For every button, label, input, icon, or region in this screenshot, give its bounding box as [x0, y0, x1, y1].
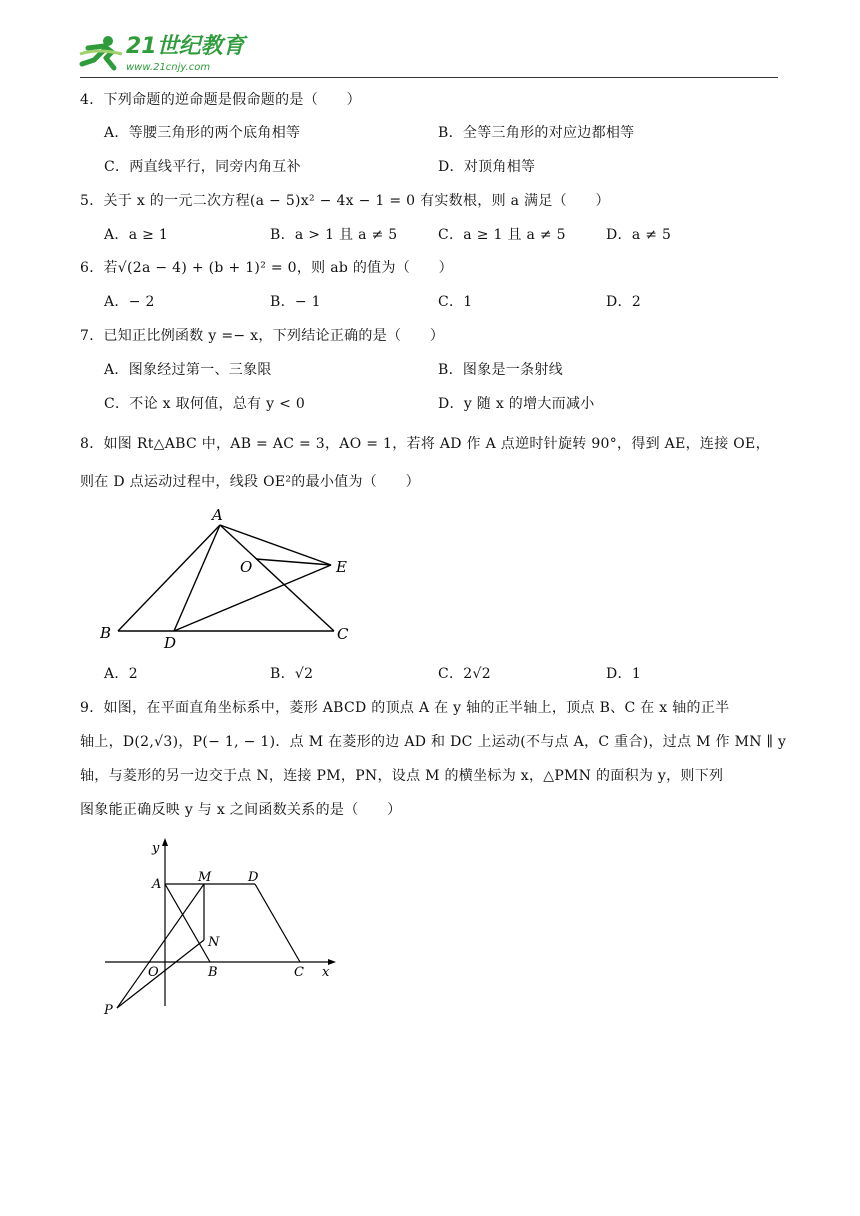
q8-label-d: D	[164, 634, 177, 652]
q7-option-d: D．y 随 x 的增大而减小	[438, 396, 595, 412]
q6-stem: 6．若√(2a − 4) + (b + 1)² = 0，则 ab 的值为（ ）	[80, 260, 453, 276]
q9-label-y: y	[152, 841, 160, 856]
q8-triangle-figure	[96, 500, 366, 652]
q8-option-c: C．2√2	[438, 666, 491, 682]
q5-stem: 5．关于 x 的一元二次方程(a − 5)x² − 4x − 1 = 0 有实数根，则 a 满足（ ）	[80, 193, 610, 209]
q9-label-a: A	[152, 877, 162, 892]
q8-label-o: O	[240, 558, 253, 576]
header-divider	[80, 77, 778, 78]
q9-label-x: x	[322, 965, 330, 980]
q9-label-b: B	[208, 965, 218, 980]
logo-sub-text: www.21cnjy.com	[126, 62, 211, 73]
q5-option-c: C．a ≥ 1 且 a ≠ 5	[438, 227, 566, 243]
q6-option-d: D．2	[606, 294, 642, 310]
q4-stem: 4．下列命题的逆命题是假命题的是（ ）	[80, 92, 361, 108]
q7-option-c: C．不论 x 取何值，总有 y < 0	[104, 396, 306, 412]
q7-stem: 7．已知正比例函数 y =− x，下列结论正确的是（ ）	[80, 328, 445, 344]
q8-option-a: A．2	[104, 666, 138, 682]
q5-option-b: B．a > 1 且 a ≠ 5	[270, 227, 398, 243]
q9-line3: 轴，与菱形的另一边交于点 N，连接 PM，PN，设点 M 的横坐标为 x，△PMN 的面积为 y，则下列	[80, 768, 724, 784]
q4-option-d: D．对顶角相等	[438, 159, 536, 175]
q8-label-c: C	[337, 625, 349, 643]
q9-line1: 9．如图，在平面直角坐标系中，菱形 ABCD 的顶点 A 在 y 轴的正半轴上，顶点 B、C 在 x 轴的正半	[80, 700, 730, 716]
runner-logo-icon	[78, 34, 126, 74]
q6-option-a: A．− 2	[104, 294, 155, 310]
q9-label-c: C	[294, 965, 304, 980]
q8-option-d: D．1	[606, 666, 642, 682]
q8-label-b: B	[100, 624, 112, 642]
q6-option-b: B．− 1	[270, 294, 321, 310]
header	[78, 30, 778, 78]
logo-main-text: 21世纪教育	[126, 34, 245, 59]
q9-label-n: N	[208, 935, 220, 950]
q8-stem-line1: 8．如图 Rt△ABC 中，AB = AC = 3，AO = 1，若将 AD 作 A 点逆时针旋转 90°，得到 AE，连接 OE，	[80, 436, 770, 452]
q9-label-p: P	[104, 1003, 113, 1018]
q8-stem-line2: 则在 D 点运动过程中，线段 OE²的最小值为（ ）	[80, 474, 420, 490]
q9-line4: 图象能正确反映 y 与 x 之间函数关系的是（ ）	[80, 802, 402, 818]
q8-option-b: B．√2	[270, 666, 314, 682]
q5-option-d: D．a ≠ 5	[606, 227, 672, 243]
q4-option-b: B．全等三角形的对应边都相等	[438, 125, 635, 141]
q9-label-o: O	[148, 965, 159, 980]
q9-coordinate-figure	[100, 836, 350, 1021]
q8-label-a: A	[212, 506, 223, 524]
q6-option-c: C．1	[438, 294, 473, 310]
q7-option-a: A．图象经过第一、三象限	[104, 362, 272, 378]
q5-option-a: A．a ≥ 1	[104, 227, 169, 243]
q8-label-e: E	[336, 558, 347, 576]
q7-option-b: B．图象是一条射线	[438, 362, 563, 378]
q9-label-d: D	[248, 870, 259, 885]
q9-line2: 轴上，D(2,√3)，P(− 1, − 1)．点 M 在菱形的边 AD 和 DC 上运动(不与点 A，C 重合)，过点 M 作 MN ∥ y	[80, 734, 787, 750]
q4-option-c: C．两直线平行，同旁内角互补	[104, 159, 301, 175]
q9-label-m: M	[198, 870, 212, 885]
q4-option-a: A．等腰三角形的两个底角相等	[104, 125, 301, 141]
